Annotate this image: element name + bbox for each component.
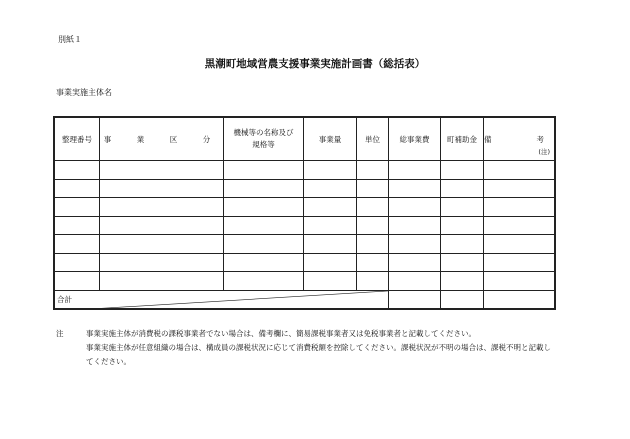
header-equipment-line2: 規格等 — [252, 140, 275, 149]
cell-category[interactable] — [100, 235, 224, 254]
header-remarks-note: (注) — [538, 148, 550, 156]
cell-equipment[interactable] — [224, 198, 304, 217]
table-row — [55, 216, 555, 235]
cell-quantity[interactable] — [304, 198, 357, 217]
cell-remarks[interactable] — [484, 179, 555, 198]
cell-subsidy[interactable] — [441, 161, 484, 180]
cell-total-cost[interactable] — [389, 216, 441, 235]
cell-unit[interactable] — [357, 179, 389, 198]
cell-remarks[interactable] — [484, 253, 555, 272]
annex-label: 別紙１ — [58, 35, 82, 44]
table-row — [55, 198, 555, 217]
total-subsidy-cell[interactable] — [441, 290, 484, 309]
header-number: 整理番号 — [55, 118, 100, 161]
cell-remarks[interactable] — [484, 235, 555, 254]
cell-remarks[interactable] — [484, 161, 555, 180]
notes-mark: 注 — [56, 329, 64, 338]
header-total-cost: 総事業費 — [389, 118, 441, 161]
cell-equipment[interactable] — [224, 253, 304, 272]
cell-number[interactable] — [55, 235, 100, 254]
entity-name-label: 事業実施主体名 — [56, 88, 112, 97]
cell-remarks[interactable] — [484, 216, 555, 235]
cell-category[interactable] — [100, 272, 224, 291]
cell-total-cost[interactable] — [389, 253, 441, 272]
total-cost-cell[interactable] — [389, 290, 441, 309]
cell-subsidy[interactable] — [441, 235, 484, 254]
cell-subsidy[interactable] — [441, 179, 484, 198]
cell-number[interactable] — [55, 198, 100, 217]
cell-quantity[interactable] — [304, 161, 357, 180]
summary-table — [54, 117, 555, 309]
table-header-row — [55, 118, 555, 161]
cell-category[interactable] — [100, 198, 224, 217]
header-unit: 単位 — [357, 118, 389, 161]
total-remarks-cell[interactable] — [484, 290, 555, 309]
cell-quantity[interactable] — [304, 235, 357, 254]
cell-equipment[interactable] — [224, 235, 304, 254]
cell-unit[interactable] — [357, 235, 389, 254]
header-quantity: 事業量 — [304, 118, 357, 161]
cell-number[interactable] — [55, 253, 100, 272]
table-total-row — [55, 290, 555, 309]
header-subsidy: 町補助金 — [441, 118, 484, 161]
cell-equipment[interactable] — [224, 272, 304, 291]
table-row — [55, 179, 555, 198]
notes-section — [56, 327, 556, 369]
cell-number[interactable] — [55, 179, 100, 198]
cell-total-cost[interactable] — [389, 272, 441, 291]
cell-unit[interactable] — [357, 161, 389, 180]
cell-equipment[interactable] — [224, 179, 304, 198]
cell-subsidy[interactable] — [441, 198, 484, 217]
cell-number[interactable] — [55, 272, 100, 291]
cell-unit[interactable] — [357, 216, 389, 235]
cell-number[interactable] — [55, 161, 100, 180]
header-category — [100, 118, 224, 161]
cell-unit[interactable] — [357, 253, 389, 272]
cell-total-cost[interactable] — [389, 161, 441, 180]
cell-quantity[interactable] — [304, 253, 357, 272]
header-category-text: 事 業 区 分 — [103, 134, 220, 144]
page-title: 黒潮町地域営農支援事業実施計画書（総括表） — [204, 58, 426, 70]
note-1: 事業実施主体が消費税の課税事業者でない場合は、備考欄に、簡易課税事業者又は免税事業者と記載してください。 — [86, 329, 476, 338]
cell-equipment[interactable] — [224, 216, 304, 235]
table-row — [55, 161, 555, 180]
cell-category[interactable] — [100, 216, 224, 235]
header-equipment-line1: 機械等の名称及び — [233, 128, 294, 137]
total-cell — [55, 290, 389, 309]
cell-total-cost[interactable] — [389, 198, 441, 217]
cell-category[interactable] — [100, 161, 224, 180]
cell-category[interactable] — [100, 179, 224, 198]
header-remarks-text: 備 考 — [484, 134, 554, 144]
header-remarks — [484, 118, 555, 161]
cell-number[interactable] — [55, 216, 100, 235]
table-row — [55, 272, 555, 291]
cell-category[interactable] — [100, 253, 224, 272]
cell-subsidy[interactable] — [441, 216, 484, 235]
cell-subsidy[interactable] — [441, 272, 484, 291]
cell-quantity[interactable] — [304, 179, 357, 198]
cell-equipment[interactable] — [224, 161, 304, 180]
note-2: 事業実施主体が任意組織の場合は、構成員の課税状況に応じて消費税額を控除してください。課税状況が不明の場合は、課税不明と記載してください。 — [86, 343, 551, 366]
cell-remarks[interactable] — [484, 198, 555, 217]
table-row — [55, 253, 555, 272]
cell-total-cost[interactable] — [389, 235, 441, 254]
cell-subsidy[interactable] — [441, 253, 484, 272]
cell-unit[interactable] — [357, 198, 389, 217]
header-equipment — [224, 118, 304, 161]
total-label: 合計 — [57, 294, 72, 304]
table-row — [55, 235, 555, 254]
cell-quantity[interactable] — [304, 216, 357, 235]
cell-remarks[interactable] — [484, 272, 555, 291]
cell-quantity[interactable] — [304, 272, 357, 291]
cell-total-cost[interactable] — [389, 179, 441, 198]
cell-unit[interactable] — [357, 272, 389, 291]
